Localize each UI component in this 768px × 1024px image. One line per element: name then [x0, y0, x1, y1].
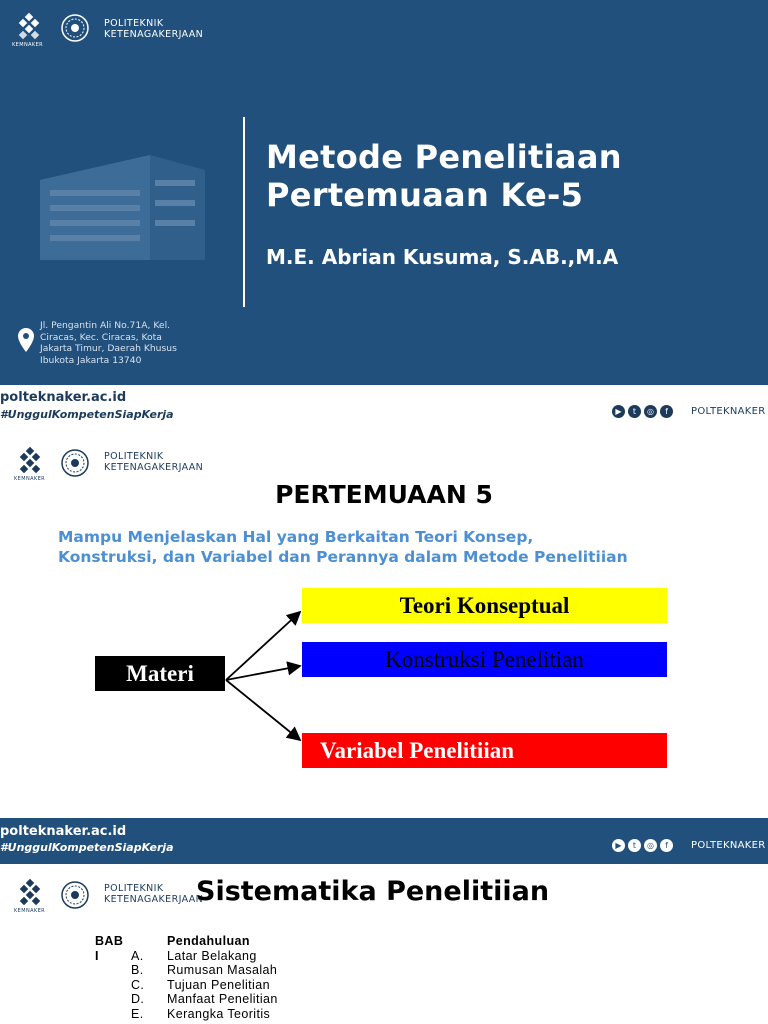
title-line2: Pertemuaan Ke-5: [266, 176, 584, 214]
item-text: Kerangka Teoritis: [167, 1006, 271, 1021]
website-link[interactable]: polteknaker.ac.id: [0, 824, 127, 839]
hashtag: #UnggulKompetenSiapKerja: [0, 408, 174, 421]
hashtag: #UnggulKompetenSiapKerja: [0, 841, 174, 854]
youtube-icon[interactable]: ▶: [612, 839, 625, 852]
facebook-icon[interactable]: f: [660, 405, 673, 418]
item-letter: E.: [131, 1006, 144, 1021]
author-name: M.E. Abrian Kusuma, S.AB.,M.A: [266, 245, 619, 269]
item-text: Rumusan Masalah: [167, 963, 278, 978]
item-text: Tujuan Penelitian: [167, 977, 270, 992]
materi-box: Materi: [95, 656, 225, 691]
kemnaker-label: KEMNAKER: [14, 476, 46, 482]
address-line: Ibukota Jakarta 13740: [40, 354, 142, 366]
systematics-title: Sistematika Penelitiian: [196, 876, 550, 907]
item-letter: B.: [131, 963, 144, 978]
arrow-to-teori: [226, 612, 300, 680]
social-handle: POLTEKNAKER: [691, 406, 766, 417]
teori-konseptual-box: Teori Konseptual: [302, 588, 667, 623]
objective-line: Mampu Menjelaskan Hal yang Berkaitan Teori Konsep,: [58, 528, 534, 546]
slide-footer: [0, 818, 768, 864]
item-letter: D.: [131, 992, 145, 1007]
twitter-icon[interactable]: t: [628, 839, 641, 852]
address-line: Jl. Pengantin Ali No.71A, Kel.: [40, 320, 171, 331]
website-link[interactable]: polteknaker.ac.id: [0, 390, 127, 405]
item-letter: C.: [131, 977, 145, 992]
item-text: Manfaat Penelitian: [167, 992, 278, 1007]
konstruksi-penelitian-box: Konstruksi Penelitian: [302, 642, 667, 677]
variabel-penelitian-box: Variabel Penelitiian: [302, 733, 667, 768]
objective-line: Konstruksi, dan Variabel dan Perannya dalam Metode Penelitiian: [58, 548, 628, 566]
chapter-title: Pendahuluan: [167, 934, 250, 948]
chapter-number: BAB I: [95, 934, 124, 963]
institution-line1: POLITEKNIK: [104, 451, 164, 462]
social-icons: [612, 839, 673, 852]
address-line: Jakarta Timur, Daerah Khusus: [40, 343, 177, 354]
institution-line1: POLITEKNIK: [104, 18, 164, 29]
kemnaker-label: KEMNAKER: [14, 908, 46, 914]
item-letter: A.: [131, 948, 144, 963]
meeting-heading: PERTEMUAAN 5: [275, 480, 493, 509]
address-line: Ciracas, Kec. Ciracas, Kota: [40, 331, 162, 343]
social-handle: POLTEKNAKER: [691, 840, 766, 851]
title-line1: Metode Penelitiaan: [266, 138, 622, 176]
youtube-icon[interactable]: ▶: [612, 405, 625, 418]
institution-line2: KETENAGAKERJAAN: [104, 894, 204, 905]
polteknaker-seal-icon: [60, 880, 90, 910]
facebook-icon[interactable]: f: [660, 839, 673, 852]
institution-line2: KETENAGAKERJAAN: [104, 462, 204, 473]
arrow-to-konstruksi: [226, 666, 300, 680]
kemnaker-label: KEMNAKER: [12, 42, 44, 48]
twitter-icon[interactable]: t: [628, 405, 641, 418]
item-text: Latar Belakang: [167, 948, 257, 963]
institution-line1: POLITEKNIK: [104, 883, 164, 894]
institution-line2: KETENAGAKERJAAN: [104, 29, 204, 40]
instagram-icon[interactable]: ◎: [644, 405, 657, 418]
instagram-icon[interactable]: ◎: [644, 839, 657, 852]
arrow-to-variabel: [226, 680, 300, 740]
